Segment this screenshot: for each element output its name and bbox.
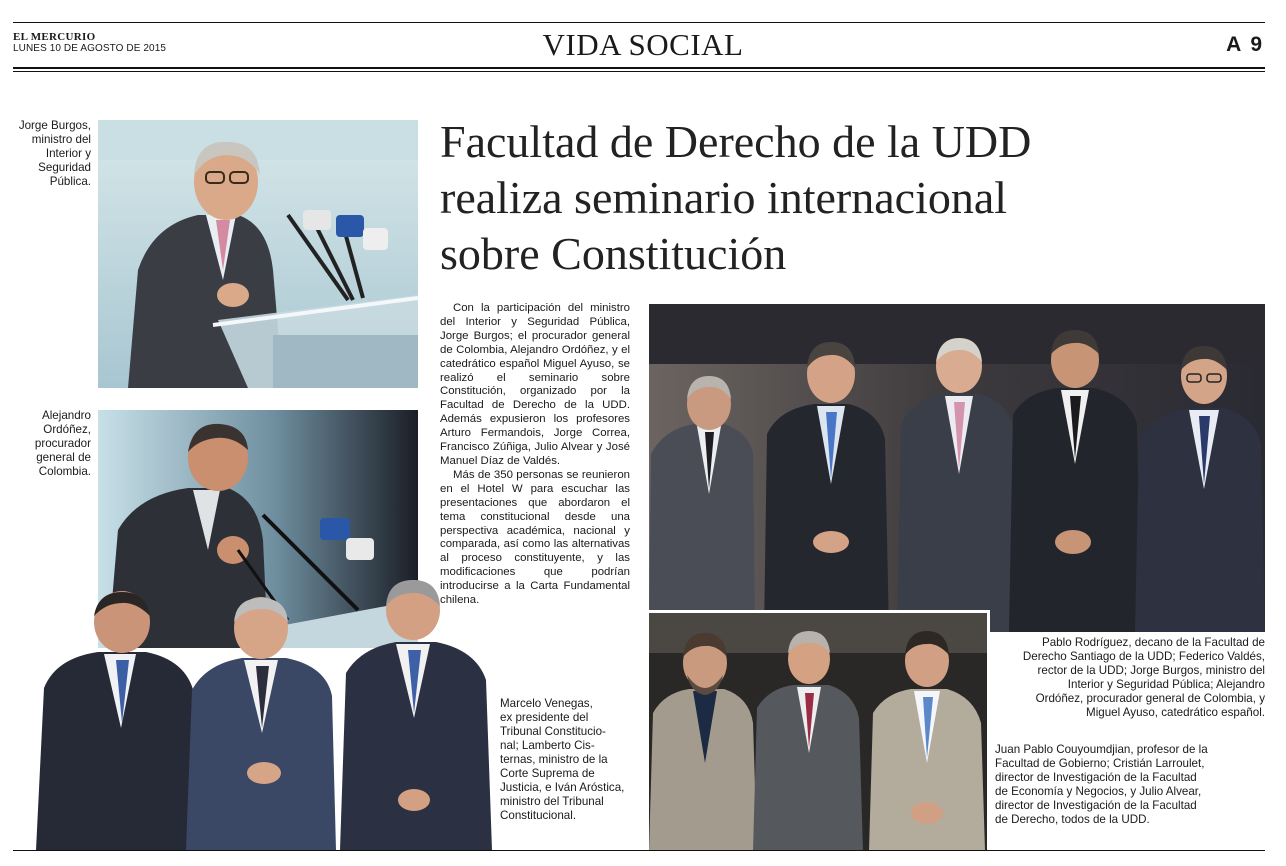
caption-line: Derecho Santiago de la UDD; Federico Valdés, (1022, 650, 1265, 663)
caption-line: de Derecho, todos de la UDD. (995, 813, 1150, 826)
photo-group-five (649, 304, 1265, 632)
caption-line: Justicia, e Iván Aróstica, (500, 781, 625, 794)
caption-line: director de Investigación de la Facultad (995, 771, 1197, 784)
caption-line: ex presidente del (500, 711, 589, 724)
caption-line: Seguridad (38, 161, 91, 174)
caption-line: ministro del Tribunal (500, 795, 604, 808)
paragraph: Con la participación del ministro del Interior y Seguridad Pública, Jorge Burgos; el procurador general de Colombia, Alejandro Ordóñez, y el catedrático español Miguel Ayuso, se realizó el seminario sobre Constitución, organizado por la Facultad de Derecho de la UDD. Además expusieron los profesores Arturo Fermandois, Jorge Correa, Francisco Zúñiga, Julio Alvear y José Manuel Díaz de Valdés. (440, 302, 630, 467)
caption-burgos (0, 119, 91, 189)
photo-trio-judges (36, 578, 492, 850)
issue-date: LUNES 10 DE AGOSTO DE 2015 (13, 43, 167, 54)
caption-line: de Economía y Negocios, y Julio Alvear, (995, 785, 1202, 798)
caption-line: Pública. (49, 175, 91, 188)
headline (440, 114, 1100, 282)
masthead-rule-thick (13, 67, 1265, 69)
caption-line: general de (36, 451, 91, 464)
headline-line: realiza seminario internacional (440, 172, 1008, 223)
photo-group-three (649, 610, 990, 851)
caption-trio (500, 697, 630, 823)
caption-line: Juan Pablo Couyoumdjian, profesor de la (995, 743, 1208, 756)
article-body (440, 302, 630, 608)
photo-burgos-podium (98, 120, 418, 388)
caption-line: rector de la UDD; Jorge Burgos, ministro del (1037, 664, 1265, 677)
caption-line: Corte Suprema de (500, 767, 595, 780)
caption-group-three (995, 743, 1265, 827)
caption-line: Jorge Burgos, (18, 119, 91, 132)
caption-line: ministro del (31, 133, 91, 146)
page-number: A 9 (1226, 33, 1264, 56)
top-rule (13, 22, 1265, 23)
caption-line: Ordóñez, procurador general de Colombia, y (1035, 692, 1265, 705)
caption-line: procurador (34, 437, 91, 450)
caption-line: Tribunal Constitucio- (500, 725, 606, 738)
caption-line: Pablo Rodríguez, decano de la Facultad de (1041, 636, 1265, 649)
headline-line: sobre Constitución (440, 228, 787, 279)
section-title: VIDA SOCIAL (542, 27, 744, 62)
caption-line: director de Investigación de la Facultad (995, 799, 1197, 812)
caption-line: Interior y (45, 147, 91, 160)
caption-line: Colombia. (38, 465, 91, 478)
caption-line: ternas, ministro de la (500, 753, 608, 766)
paragraph: Más de 350 personas se reunieron en el Hotel W para escuchar las presentaciones que abordaron el tema constitucional desde una perspectiva académica, nacional y comparada, así como las alternativas al proceso constituyente, y las modificaciones que podrían introducirse a la Carta Fundamental chilena. (440, 468, 630, 607)
bottom-rule (13, 850, 1265, 851)
masthead-rule-thin (13, 71, 1265, 72)
caption-group-five (993, 636, 1265, 720)
caption-ordonez (0, 409, 91, 479)
caption-line: Miguel Ayuso, catedrático español. (1086, 706, 1265, 719)
caption-line: Interior y Seguridad Pública; Alejandro (1067, 678, 1265, 691)
caption-line: Marcelo Venegas, (500, 697, 593, 710)
caption-line: nal; Lamberto Cis- (500, 739, 595, 752)
caption-line: Alejandro (42, 409, 91, 422)
caption-line: Constitucional. (500, 809, 577, 822)
caption-line: Ordóñez, (43, 423, 91, 436)
newspaper-name: EL MERCURIO (13, 31, 96, 43)
headline-line: Facultad de Derecho de la UDD (440, 116, 1032, 167)
caption-line: Facultad de Gobierno; Cristián Larroulet, (995, 757, 1205, 770)
